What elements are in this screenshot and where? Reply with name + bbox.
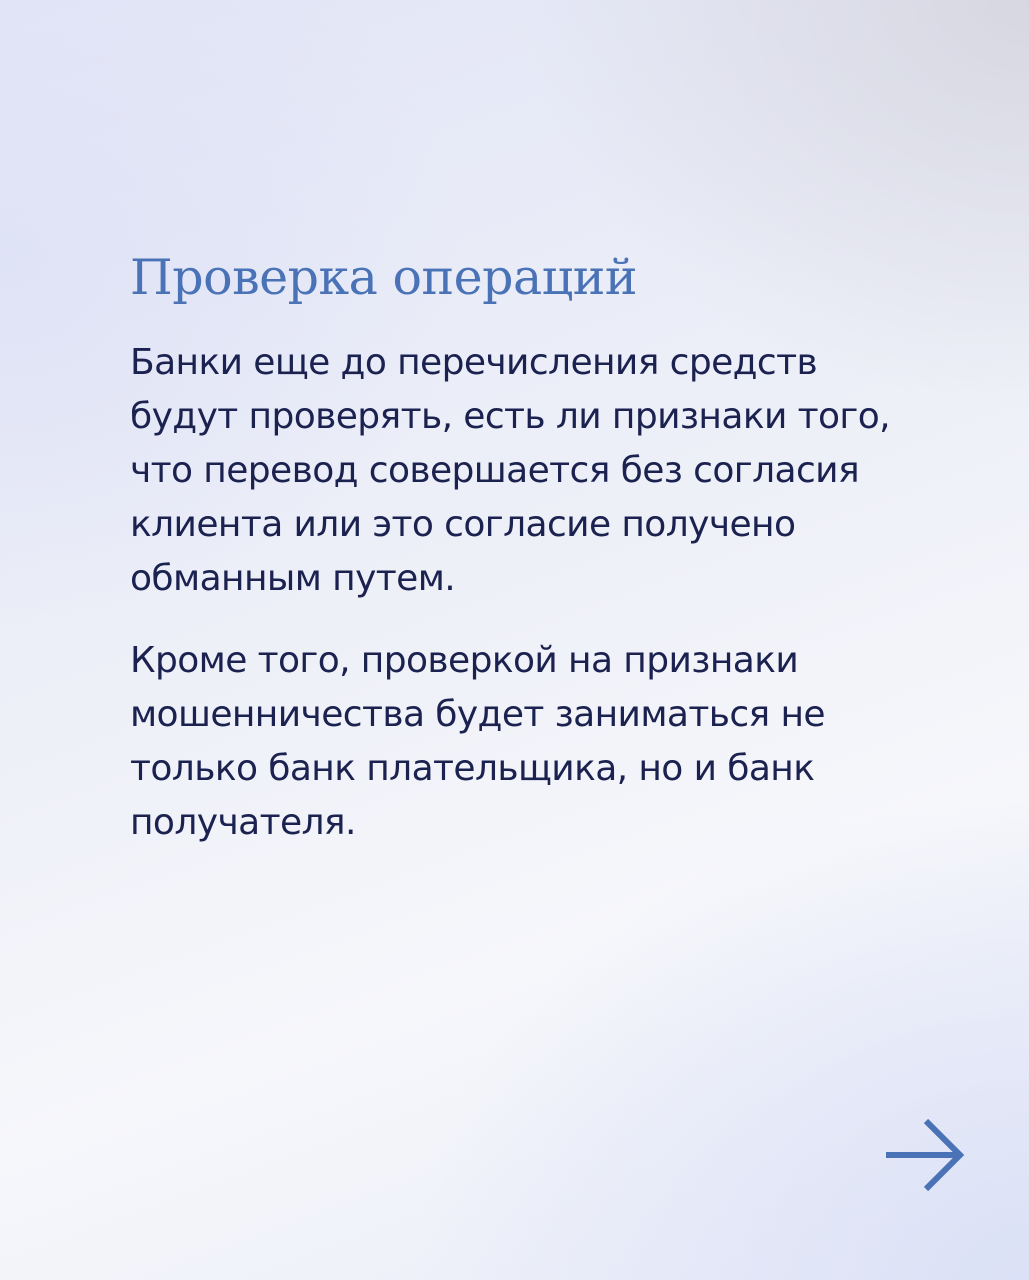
paragraph-recipient-bank	[130, 634, 960, 850]
paragraph-line: Кроме того, проверкой на признаки	[130, 640, 799, 681]
paragraph-bank-checks	[130, 336, 960, 606]
paragraph-line: что перевод совершается без согласия	[130, 450, 860, 491]
paragraph-line: будут проверять, есть ли признаки того,	[130, 396, 890, 437]
paragraph-line: только банк плательщика, но и банк	[130, 748, 815, 789]
paragraph-line: клиента или это согласие получено	[130, 504, 796, 545]
slide-content	[130, 246, 960, 850]
arrow-right-icon	[884, 1118, 966, 1192]
paragraph-line: обманным путем.	[130, 558, 456, 599]
next-slide-button[interactable]	[884, 1118, 966, 1192]
page-title: Проверка операций	[130, 249, 638, 306]
paragraph-line: Банки еще до перечисления средств	[130, 342, 818, 383]
paragraph-line: мошенничества будет заниматься не	[130, 694, 825, 735]
paragraph-line: получателя.	[130, 802, 356, 843]
